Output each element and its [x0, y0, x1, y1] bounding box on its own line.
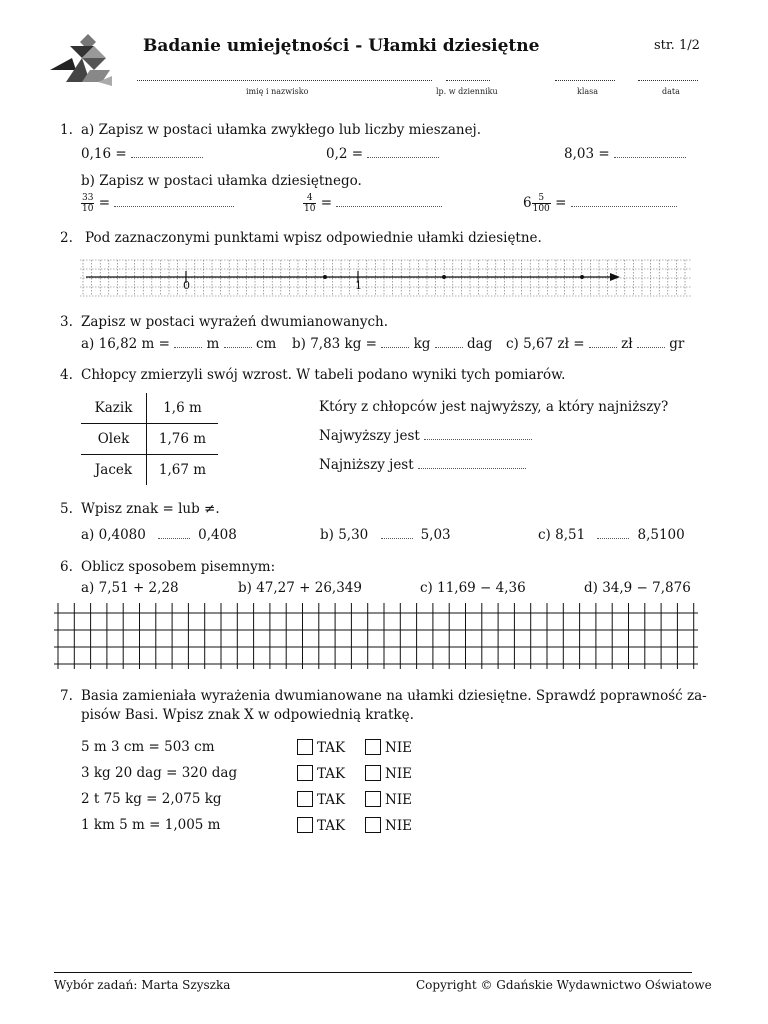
table-cell-value: 1,67 m [158, 462, 207, 478]
q5-number: 5. [60, 501, 73, 517]
checkbox[interactable] [365, 765, 381, 781]
height-table [81, 393, 218, 485]
answer-field[interactable] [424, 429, 532, 440]
date-field[interactable] [638, 80, 698, 81]
calculation-grid[interactable] [54, 603, 698, 669]
checkbox[interactable] [297, 817, 313, 833]
q7-row-2-yes: TAK [297, 765, 345, 782]
answer-field[interactable] [589, 337, 617, 348]
q7-row-3-yes: TAK [297, 791, 345, 808]
q1a-text: a) Zapisz w postaci ułamka zwykłego lub liczby mieszanej. [81, 122, 482, 138]
answer-field[interactable] [637, 337, 665, 348]
q4-highest: Najwyższy jest [319, 428, 532, 444]
checkbox[interactable] [297, 739, 313, 755]
name-field[interactable] [137, 80, 432, 81]
q1b-text: b) Zapisz w postaci ułamka dziesiętnego. [81, 173, 362, 189]
footer-rule [54, 972, 692, 973]
checkbox[interactable] [297, 765, 313, 781]
class-field[interactable] [555, 80, 615, 81]
q4-number: 4. [60, 367, 73, 383]
table-cell-name: Jacek [81, 455, 147, 486]
q1b-item-2: $\frac{4}{10}$ = [303, 193, 442, 214]
footer-copyright: Copyright © Gdańskie Wydawnictwo Oświatowe [416, 978, 712, 992]
answer-field[interactable] [114, 196, 234, 207]
q3b: b) 7,83 kg = kg dag [292, 336, 493, 352]
q5b: b) 5,30 5,03 [320, 527, 451, 543]
answer-field[interactable] [336, 196, 442, 207]
register-number-field[interactable] [446, 80, 490, 81]
checkbox[interactable] [365, 791, 381, 807]
page-number: str. 1/2 [654, 38, 700, 53]
q7-row-1-no: NIE [365, 739, 412, 756]
answer-field[interactable] [614, 147, 686, 158]
answer-field[interactable] [174, 337, 202, 348]
class-label: klasa [577, 87, 599, 96]
q1a-item-1: 0,16 = [81, 146, 203, 162]
q7-row-1: 5 m 3 cm = 503 cm [81, 739, 215, 755]
table-cell-value: 1,6 m [147, 393, 219, 424]
q3a: a) 16,82 m = m cm [81, 336, 277, 352]
number-line-zero: 0 [183, 279, 190, 292]
q1a-item-2: 0,2 = [326, 146, 439, 162]
answer-field[interactable] [435, 337, 463, 348]
answer-field[interactable] [224, 337, 252, 348]
q7-row-2: 3 kg 20 dag = 320 dag [81, 765, 238, 781]
answer-field[interactable] [131, 147, 203, 158]
q7-row-4: 1 km 5 m = 1,005 m [81, 817, 221, 833]
q7-row-3: 2 t 75 kg = 2,075 kg [81, 791, 222, 807]
q4-text: Chłopcy zmierzyli swój wzrost. W tabeli podano wyniki tych pomiarów. [81, 367, 566, 383]
q2-number: 2. [60, 230, 73, 246]
footer-author: Wybór zadań: Marta Szyszka [54, 978, 231, 992]
q6-text: Oblicz sposobem pisemnym: [81, 559, 276, 575]
q1-number: 1. [60, 122, 73, 138]
q1a-item-3: 8,03 = [564, 146, 686, 162]
q7-text-2: pisów Basi. Wpisz znak X w odpowiednią kratkę. [81, 707, 414, 723]
table-cell-value: 1,76 m [147, 424, 219, 455]
answer-field[interactable] [571, 196, 677, 207]
q6b: b) 47,27 + 26,349 [238, 580, 362, 596]
table-row [81, 424, 218, 455]
q7-row-3-no: NIE [365, 791, 412, 808]
q7-row-4-yes: TAK [297, 817, 345, 834]
q3c: c) 5,67 zł = zł gr [506, 336, 685, 352]
number-line-one: 1 [355, 279, 362, 292]
register-label: lp. w dzienniku [436, 87, 498, 96]
date-label: data [662, 87, 680, 96]
table-row [81, 455, 218, 486]
q6a: a) 7,51 + 2,28 [81, 580, 179, 596]
answer-field[interactable] [158, 528, 190, 539]
table-cell-name: Olek [81, 424, 147, 455]
q6-number: 6. [60, 559, 73, 575]
answer-field[interactable] [367, 147, 439, 158]
answer-field[interactable] [597, 528, 629, 539]
q1b-item-3: 6 $\frac{5}{100}$ = [523, 193, 677, 214]
answer-field[interactable] [418, 458, 526, 469]
tangram-logo [46, 32, 118, 90]
checkbox[interactable] [365, 817, 381, 833]
q3-text: Zapisz w postaci wyrażeń dwumianowanych. [81, 314, 389, 330]
name-label: imię i nazwisko [246, 87, 309, 96]
q7-row-1-yes: TAK [297, 739, 345, 756]
number-line-grid[interactable] [80, 258, 692, 298]
q6d: d) 34,9 − 7,876 [584, 580, 691, 596]
q6c: c) 11,69 − 4,36 [420, 580, 526, 596]
checkbox[interactable] [365, 739, 381, 755]
q1b-item-1: $\frac{33}{10}$ = [81, 193, 234, 214]
q5c: c) 8,51 8,5100 [538, 527, 685, 543]
q7-number: 7. [60, 688, 73, 704]
page-title: Badanie umiejętności - Ułamki dziesiętne [143, 36, 540, 56]
checkbox[interactable] [297, 791, 313, 807]
answer-field[interactable] [381, 337, 409, 348]
q7-row-2-no: NIE [365, 765, 412, 782]
q3-number: 3. [60, 314, 73, 330]
q2-text: Pod zaznaczonymi punktami wpisz odpowiednie ułamki dziesiętne. [85, 230, 542, 246]
q5a: a) 0,4080 0,408 [81, 527, 237, 543]
q4-lowest: Najniższy jest [319, 457, 526, 473]
table-row [81, 393, 218, 424]
q7-row-4-no: NIE [365, 817, 412, 834]
q5-text: Wpisz znak = lub ≠. [81, 501, 220, 517]
table-cell-name: Kazik [81, 393, 147, 424]
answer-field[interactable] [381, 528, 413, 539]
q7-text-1: Basia zamieniała wyrażenia dwumianowane na ułamki dziesiętne. Sprawdź poprawność za- [81, 688, 707, 704]
q4-question: Który z chłopców jest najwyższy, a który najniższy? [319, 399, 669, 415]
